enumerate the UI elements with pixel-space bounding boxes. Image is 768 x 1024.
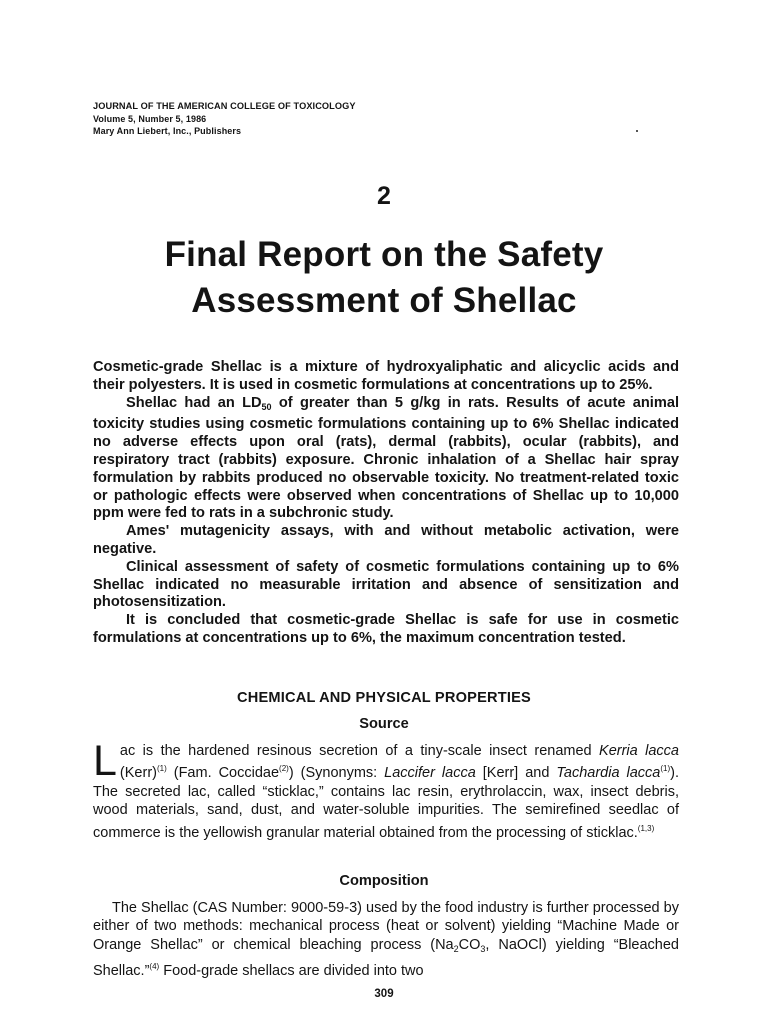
abstract xyxy=(93,359,679,648)
reference-marker: (2) xyxy=(279,764,289,774)
journal-volume: Volume 5, Number 5, 1986 xyxy=(93,113,207,124)
journal-header xyxy=(93,100,356,138)
page-number: 309 xyxy=(374,988,394,1000)
title-line-2: Assessment of Shellac xyxy=(191,281,577,320)
reference-marker: (1,3) xyxy=(637,823,655,833)
source-text-6: ). The secreted lac, called “sticklac,” contains lac resin, erythrolaccin, wax, insect debris, wood materials, sand, dust, and water-soluble impurities. The semirefined seedlac of commerce is the yellowish granular material obtained from the processing of sticklac. xyxy=(93,765,679,841)
species-tachardia: Tachardia lacca xyxy=(556,765,661,782)
composition-paragraph xyxy=(93,899,679,981)
abstract-paragraph-4: Clinical assessment of safety of cosmetic formulations containing up to 6% Shellac indicated no measurable irritation and absence of sensitization and photosensitization. xyxy=(93,558,679,611)
page-title xyxy=(80,232,688,324)
ld50-subscript: 50 xyxy=(261,401,272,412)
source-text-5: [Kerr] and xyxy=(475,765,557,782)
source-text-2: (Kerr) xyxy=(119,765,157,782)
composition-text-2: CO xyxy=(458,936,481,953)
composition-text-3: , NaOCl) yielding “Bleached Shellac.” xyxy=(93,936,679,980)
section-heading: CHEMICAL AND PHYSICAL PROPERTIES xyxy=(237,690,531,706)
abstract-paragraph-2 xyxy=(93,395,679,524)
title-line-1: Final Report on the Safety xyxy=(164,235,604,274)
reference-marker: (4) xyxy=(149,962,160,972)
source-text-3: (Fam. Coccidae xyxy=(166,765,280,782)
source-text-1: ac is the hardened resinous secretion of a tiny-scale insect renamed xyxy=(119,743,600,759)
chapter-number: 2 xyxy=(377,182,391,210)
abstract-paragraph-1: Cosmetic-grade Shellac is a mixture of hydroxyaliphatic and alicyclic acids and their polyesters. It is used in cosmetic formulations at concentrations up to 25%. xyxy=(93,359,679,393)
reference-marker: (1) xyxy=(660,764,671,774)
abstract-p2-text-a: Shellac had an LD xyxy=(126,394,262,411)
reference-marker: (1) xyxy=(156,764,167,774)
journal-name: JOURNAL OF THE AMERICAN COLLEGE OF TOXICOLOGY xyxy=(93,101,356,111)
composition-text-1: The Shellac (CAS Number: 9000-59-3) used by the food industry is further processed by either of two methods: mechanical process (heat or solvent) yielding “Machine Made or Orange Shellac” or chemical bleaching process (Na xyxy=(93,900,679,953)
subsection-heading-composition: Composition xyxy=(339,873,429,889)
subsection-heading-source: Source xyxy=(359,716,409,732)
chem-subscript: 3 xyxy=(480,943,486,954)
abstract-paragraph-5: It is concluded that cosmetic-grade Shellac is safe for use in cosmetic formulations at concentrations up to 6%, the maximum concentration tested. xyxy=(93,612,679,646)
journal-publisher: Mary Ann Liebert, Inc., Publishers xyxy=(93,126,242,136)
species-kerria: Kerria lacca xyxy=(599,743,679,759)
composition-text-4: Food-grade shellacs are divided into two xyxy=(159,963,424,980)
source-text-4: ) (Synonyms: xyxy=(288,765,385,782)
abstract-paragraph-3: Ames' mutagenicity assays, with and without metabolic activation, were negative. xyxy=(93,523,679,557)
abstract-p2-text-b: of greater than 5 g/kg in rats. Results of acute animal toxicity studies using cosmetic formulations containing up to 6% Shellac indicated no adverse effects upon oral (rats), dermal (rabbits), ocular (rabbits), and respiratory tract (rabbits) exposure. Chronic inhalation of a Shellac hair spray formulation by rabbits produced no observable toxicity. No treatment-related toxic or pathologic effects were observed when concentrations of Shellac up to 10,000 ppm were fed to rats in a subchronic study. xyxy=(93,394,680,522)
scan-speck xyxy=(636,130,638,132)
drop-cap: L xyxy=(93,737,117,785)
species-laccifer: Laccifer lacca xyxy=(384,765,476,782)
chem-subscript: 2 xyxy=(453,943,459,954)
source-paragraph xyxy=(93,737,679,842)
